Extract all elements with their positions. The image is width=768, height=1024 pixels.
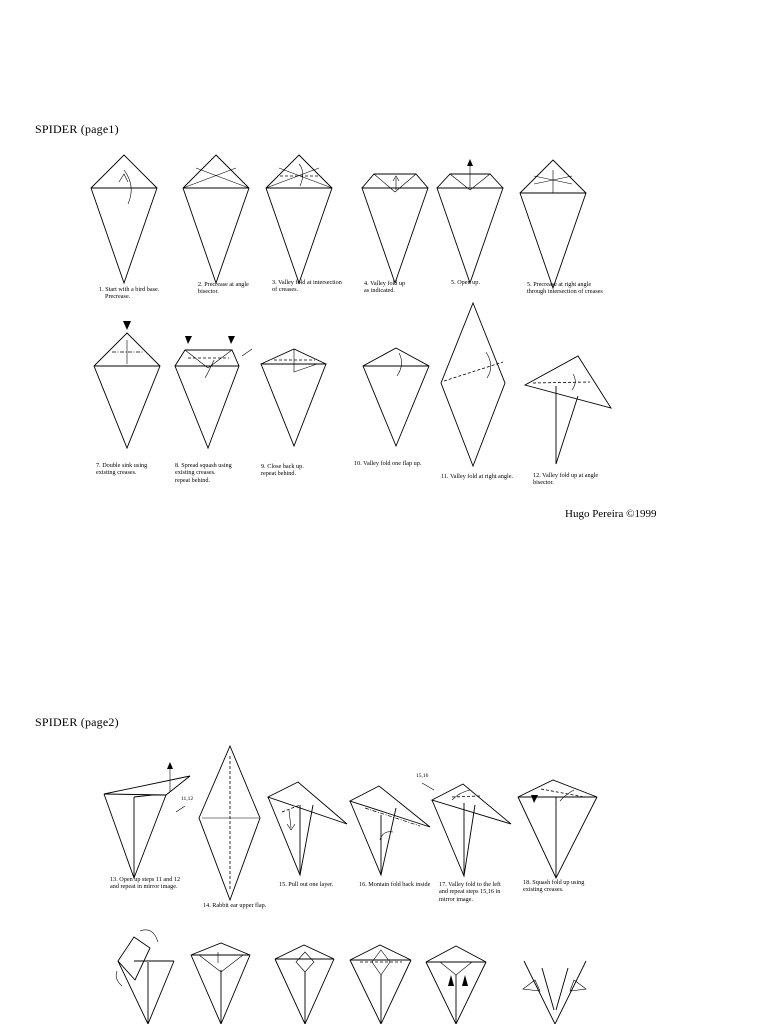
step-8-figure <box>175 336 252 448</box>
step-10-figure <box>363 348 429 446</box>
page1-title: SPIDER (page1) <box>35 122 119 136</box>
step-12-figure <box>525 356 611 464</box>
step-3-caption: 3. Valley fold at intersection of creases. <box>272 279 342 294</box>
step-7-figure <box>94 321 160 448</box>
step-17-caption: 17. Valley fold to the left and repeat steps 15,16 in mirror image. <box>439 881 501 903</box>
step-1-caption: 1. Start with a bird base. Precrease. <box>99 286 160 301</box>
step-16-caption: 16. Montain fold back inside <box>359 881 431 888</box>
step-13-caption: 13. Open up steps 11 and 12 and repeat in mirror image. <box>110 876 181 891</box>
step-9-caption: 9. Close back up. repeat behind. <box>261 463 304 478</box>
step-8-caption: 8. Spread squash using existing creases. repeat behind. <box>175 462 232 484</box>
step-9-figure <box>261 349 326 446</box>
step-21-figure <box>275 945 334 1024</box>
step-22-figure <box>350 945 411 1024</box>
step-4-figure <box>362 174 428 283</box>
step-14-figure <box>199 746 260 900</box>
step-15-figure <box>268 782 347 875</box>
step-18-figure <box>518 780 597 878</box>
step-2-caption: 2. Precrease at angle bisector. <box>198 281 249 296</box>
step-6-caption: 5. Precrease at right angle through intersection of creases <box>527 281 603 296</box>
step-ref-label-11-12: 11,12 <box>181 796 194 802</box>
step-12-caption: 12. Valley fold up at angle bisector. <box>533 472 599 487</box>
step-11-figure <box>441 303 505 466</box>
step-19-figure <box>116 930 174 1024</box>
step-ref-label-15-16: 15,16 <box>416 773 429 779</box>
step-3-figure <box>266 155 332 283</box>
step-15-caption: 15. Pull out one layer. <box>279 881 334 888</box>
step-6-figure <box>520 160 586 288</box>
step-11-caption: 11. Valley fold at right angle. <box>441 473 513 480</box>
step-2-figure <box>183 155 249 283</box>
step-16-figure <box>350 786 430 875</box>
step-20-figure <box>191 943 250 1024</box>
step-18-caption: 18. Squash fold up using existing creases. <box>523 879 585 894</box>
step-7-caption: 7. Double sink using existing creases. <box>96 462 148 477</box>
step-4-caption: 4. Valley fold up as indicated. <box>364 280 406 295</box>
step-24-figure <box>523 961 586 1024</box>
step-14-caption: 14. Rabbit ear upper flap. <box>203 902 267 909</box>
step-1-figure <box>91 155 157 283</box>
step-5-figure <box>437 159 503 283</box>
author-signature: Hugo Pereira ©1999 <box>565 508 657 520</box>
step-13-figure <box>104 762 190 878</box>
step-5-caption: 5. Open up. <box>451 279 480 286</box>
step-23-figure <box>426 946 486 1024</box>
step-10-caption: 10. Valley fold one flap up. <box>354 460 422 467</box>
step-17-figure <box>422 783 511 876</box>
page2-title: SPIDER (page2) <box>35 715 119 729</box>
